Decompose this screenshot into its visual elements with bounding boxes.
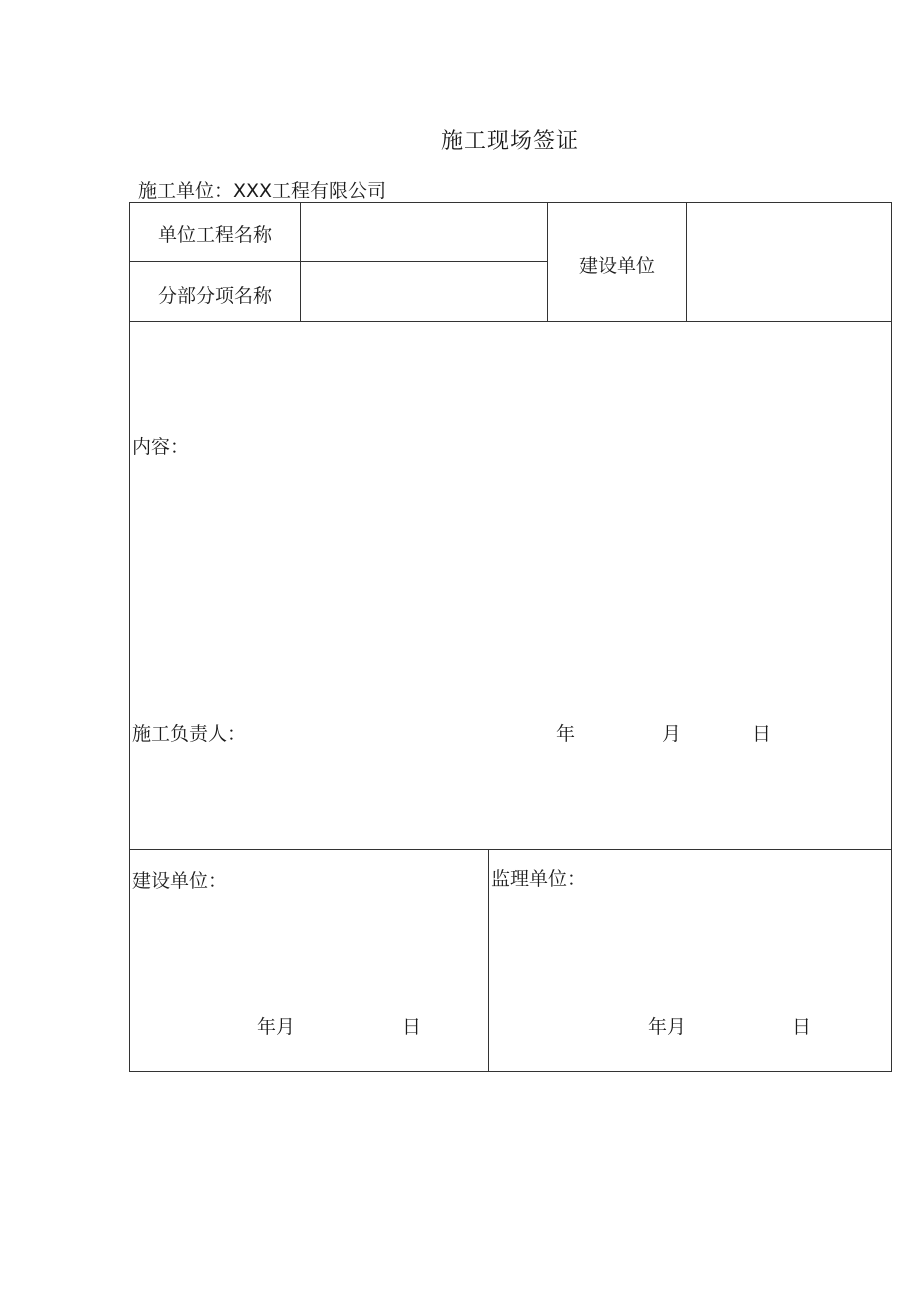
owner-label: 建设单位	[578, 255, 655, 277]
project-name-label: 单位工程名称	[157, 224, 272, 246]
table-border-left	[129, 202, 130, 1072]
signoff-supervisor-label: 监理单位：	[491, 868, 587, 890]
table-border-bottom	[129, 1071, 892, 1072]
col-divider-owner	[686, 202, 687, 322]
content-day: 日	[752, 723, 772, 745]
content-month: 月	[662, 723, 682, 745]
signoff-owner-day: 日	[402, 1016, 422, 1038]
signoff-supervisor-yearmonth: 年月	[648, 1016, 687, 1038]
construction-unit-line: 施工单位：XXX工程有限公司	[138, 180, 387, 202]
row-divider-header	[129, 261, 548, 262]
col-divider-label	[300, 202, 301, 322]
subproject-name-label: 分部分项名称	[157, 285, 272, 307]
project-name-field[interactable]	[302, 204, 546, 260]
table-border-right	[891, 202, 892, 1072]
content-year: 年	[556, 723, 576, 745]
owner-field[interactable]	[688, 204, 890, 320]
content-label: 内容：	[132, 436, 190, 458]
subproject-name-field[interactable]	[302, 263, 546, 320]
signoff-owner-yearmonth: 年月	[257, 1016, 296, 1038]
row-divider-content-top	[129, 321, 892, 322]
row-divider-signoff-top	[129, 849, 892, 850]
signoff-supervisor-day: 日	[792, 1016, 812, 1038]
table-border-top	[129, 202, 892, 203]
signoff-owner-label: 建设单位：	[132, 870, 228, 892]
manager-label: 施工负责人：	[132, 723, 247, 745]
page-title: 施工现场签证	[440, 129, 579, 154]
col-divider-signoff	[488, 849, 489, 1072]
